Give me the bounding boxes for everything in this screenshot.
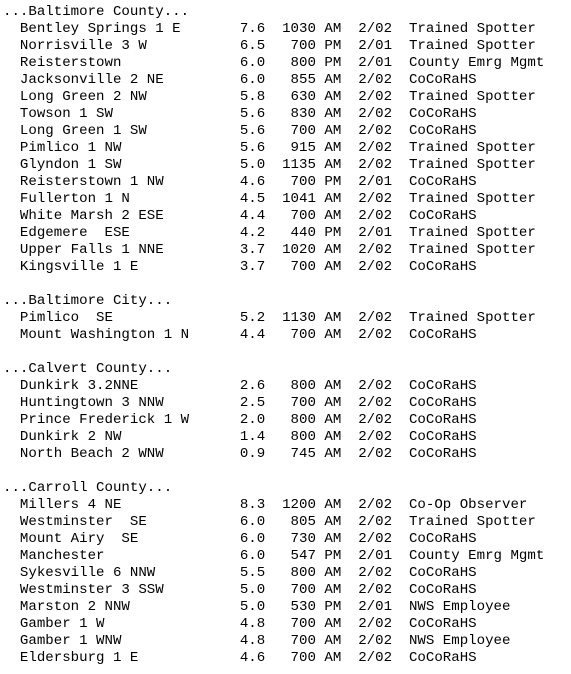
report-line: Long Green 2 NW 5.8 630 AM 2/02 Trained Spotter	[3, 89, 536, 105]
report-line: Pimlico 1 NW 5.6 915 AM 2/02 Trained Spotter	[3, 140, 536, 156]
report-line: Mount Airy SE 6.0 730 AM 2/02 CoCoRaHS	[3, 531, 477, 547]
county-heading: ...Carroll County...	[3, 480, 173, 496]
report-line: Eldersburg 1 E 4.6 700 AM 2/02 CoCoRaHS	[3, 650, 477, 666]
report-line: Reisterstown 1 NW 4.6 700 PM 2/01 CoCoRaHS	[3, 174, 477, 190]
report-line: Dunkirk 3.2NNE 2.6 800 AM 2/02 CoCoRaHS	[3, 378, 477, 394]
report-line: Gamber 1 W 4.8 700 AM 2/02 CoCoRaHS	[3, 616, 477, 632]
report-line: North Beach 2 WNW 0.9 745 AM 2/02 CoCoRaHS	[3, 446, 477, 462]
report-line: Upper Falls 1 NNE 3.7 1020 AM 2/02 Trained Spotter	[3, 242, 536, 258]
blank-line	[3, 276, 571, 293]
report-line: Fullerton 1 N 4.5 1041 AM 2/02 Trained Spotter	[3, 191, 536, 207]
report-line: Prince Frederick 1 W 2.0 800 AM 2/02 CoCoRaHS	[3, 412, 477, 428]
report-line: Huntingtown 3 NNW 2.5 700 AM 2/02 CoCoRaHS	[3, 395, 477, 411]
report-line: Westminster SE 6.0 805 AM 2/02 Trained Spotter	[3, 514, 536, 530]
county-heading: ...Calvert County...	[3, 361, 173, 377]
report-line: Reisterstown 6.0 800 PM 2/01 County Emrg Mgmt	[3, 55, 545, 71]
report-line: Long Green 1 SW 5.6 700 AM 2/02 CoCoRaHS	[3, 123, 477, 139]
county-heading: ...Baltimore City...	[3, 293, 173, 309]
report-line: Bentley Springs 1 E 7.6 1030 AM 2/02 Trained Spotter	[3, 21, 536, 37]
report-line: Millers 4 NE 8.3 1200 AM 2/02 Co-Op Observer	[3, 497, 528, 513]
report-line: Gamber 1 WNW 4.8 700 AM 2/02 NWS Employee	[3, 633, 511, 649]
report-line: White Marsh 2 ESE 4.4 700 AM 2/02 CoCoRaHS	[3, 208, 477, 224]
report-line: Norrisville 3 W 6.5 700 PM 2/01 Trained Spotter	[3, 38, 536, 54]
report-line: Towson 1 SW 5.6 830 AM 2/02 CoCoRaHS	[3, 106, 477, 122]
report-line: Jacksonville 2 NE 6.0 855 AM 2/02 CoCoRaHS	[3, 72, 477, 88]
report-line: Glyndon 1 SW 5.0 1135 AM 2/02 Trained Spotter	[3, 157, 536, 173]
report-line: Mount Washington 1 N 4.4 700 AM 2/02 CoCoRaHS	[3, 327, 477, 343]
blank-line	[3, 463, 571, 480]
report-line: Pimlico SE 5.2 1130 AM 2/02 Trained Spotter	[3, 310, 536, 326]
county-heading: ...Baltimore County...	[3, 4, 190, 20]
report-line: Dunkirk 2 NW 1.4 800 AM 2/02 CoCoRaHS	[3, 429, 477, 445]
report-line: Westminster 3 SSW 5.0 700 AM 2/02 CoCoRaHS	[3, 582, 477, 598]
report-line: Kingsville 1 E 3.7 700 AM 2/02 CoCoRaHS	[3, 259, 477, 275]
report-line: Manchester 6.0 547 PM 2/01 County Emrg Mgmt	[3, 548, 545, 564]
blank-line	[3, 344, 571, 361]
report-line: Sykesville 6 NNW 5.5 800 AM 2/02 CoCoRaHS	[3, 565, 477, 581]
report-line: Marston 2 NNW 5.0 530 PM 2/01 NWS Employee	[3, 599, 511, 615]
report-line: Edgemere ESE 4.2 440 PM 2/01 Trained Spotter	[3, 225, 536, 241]
